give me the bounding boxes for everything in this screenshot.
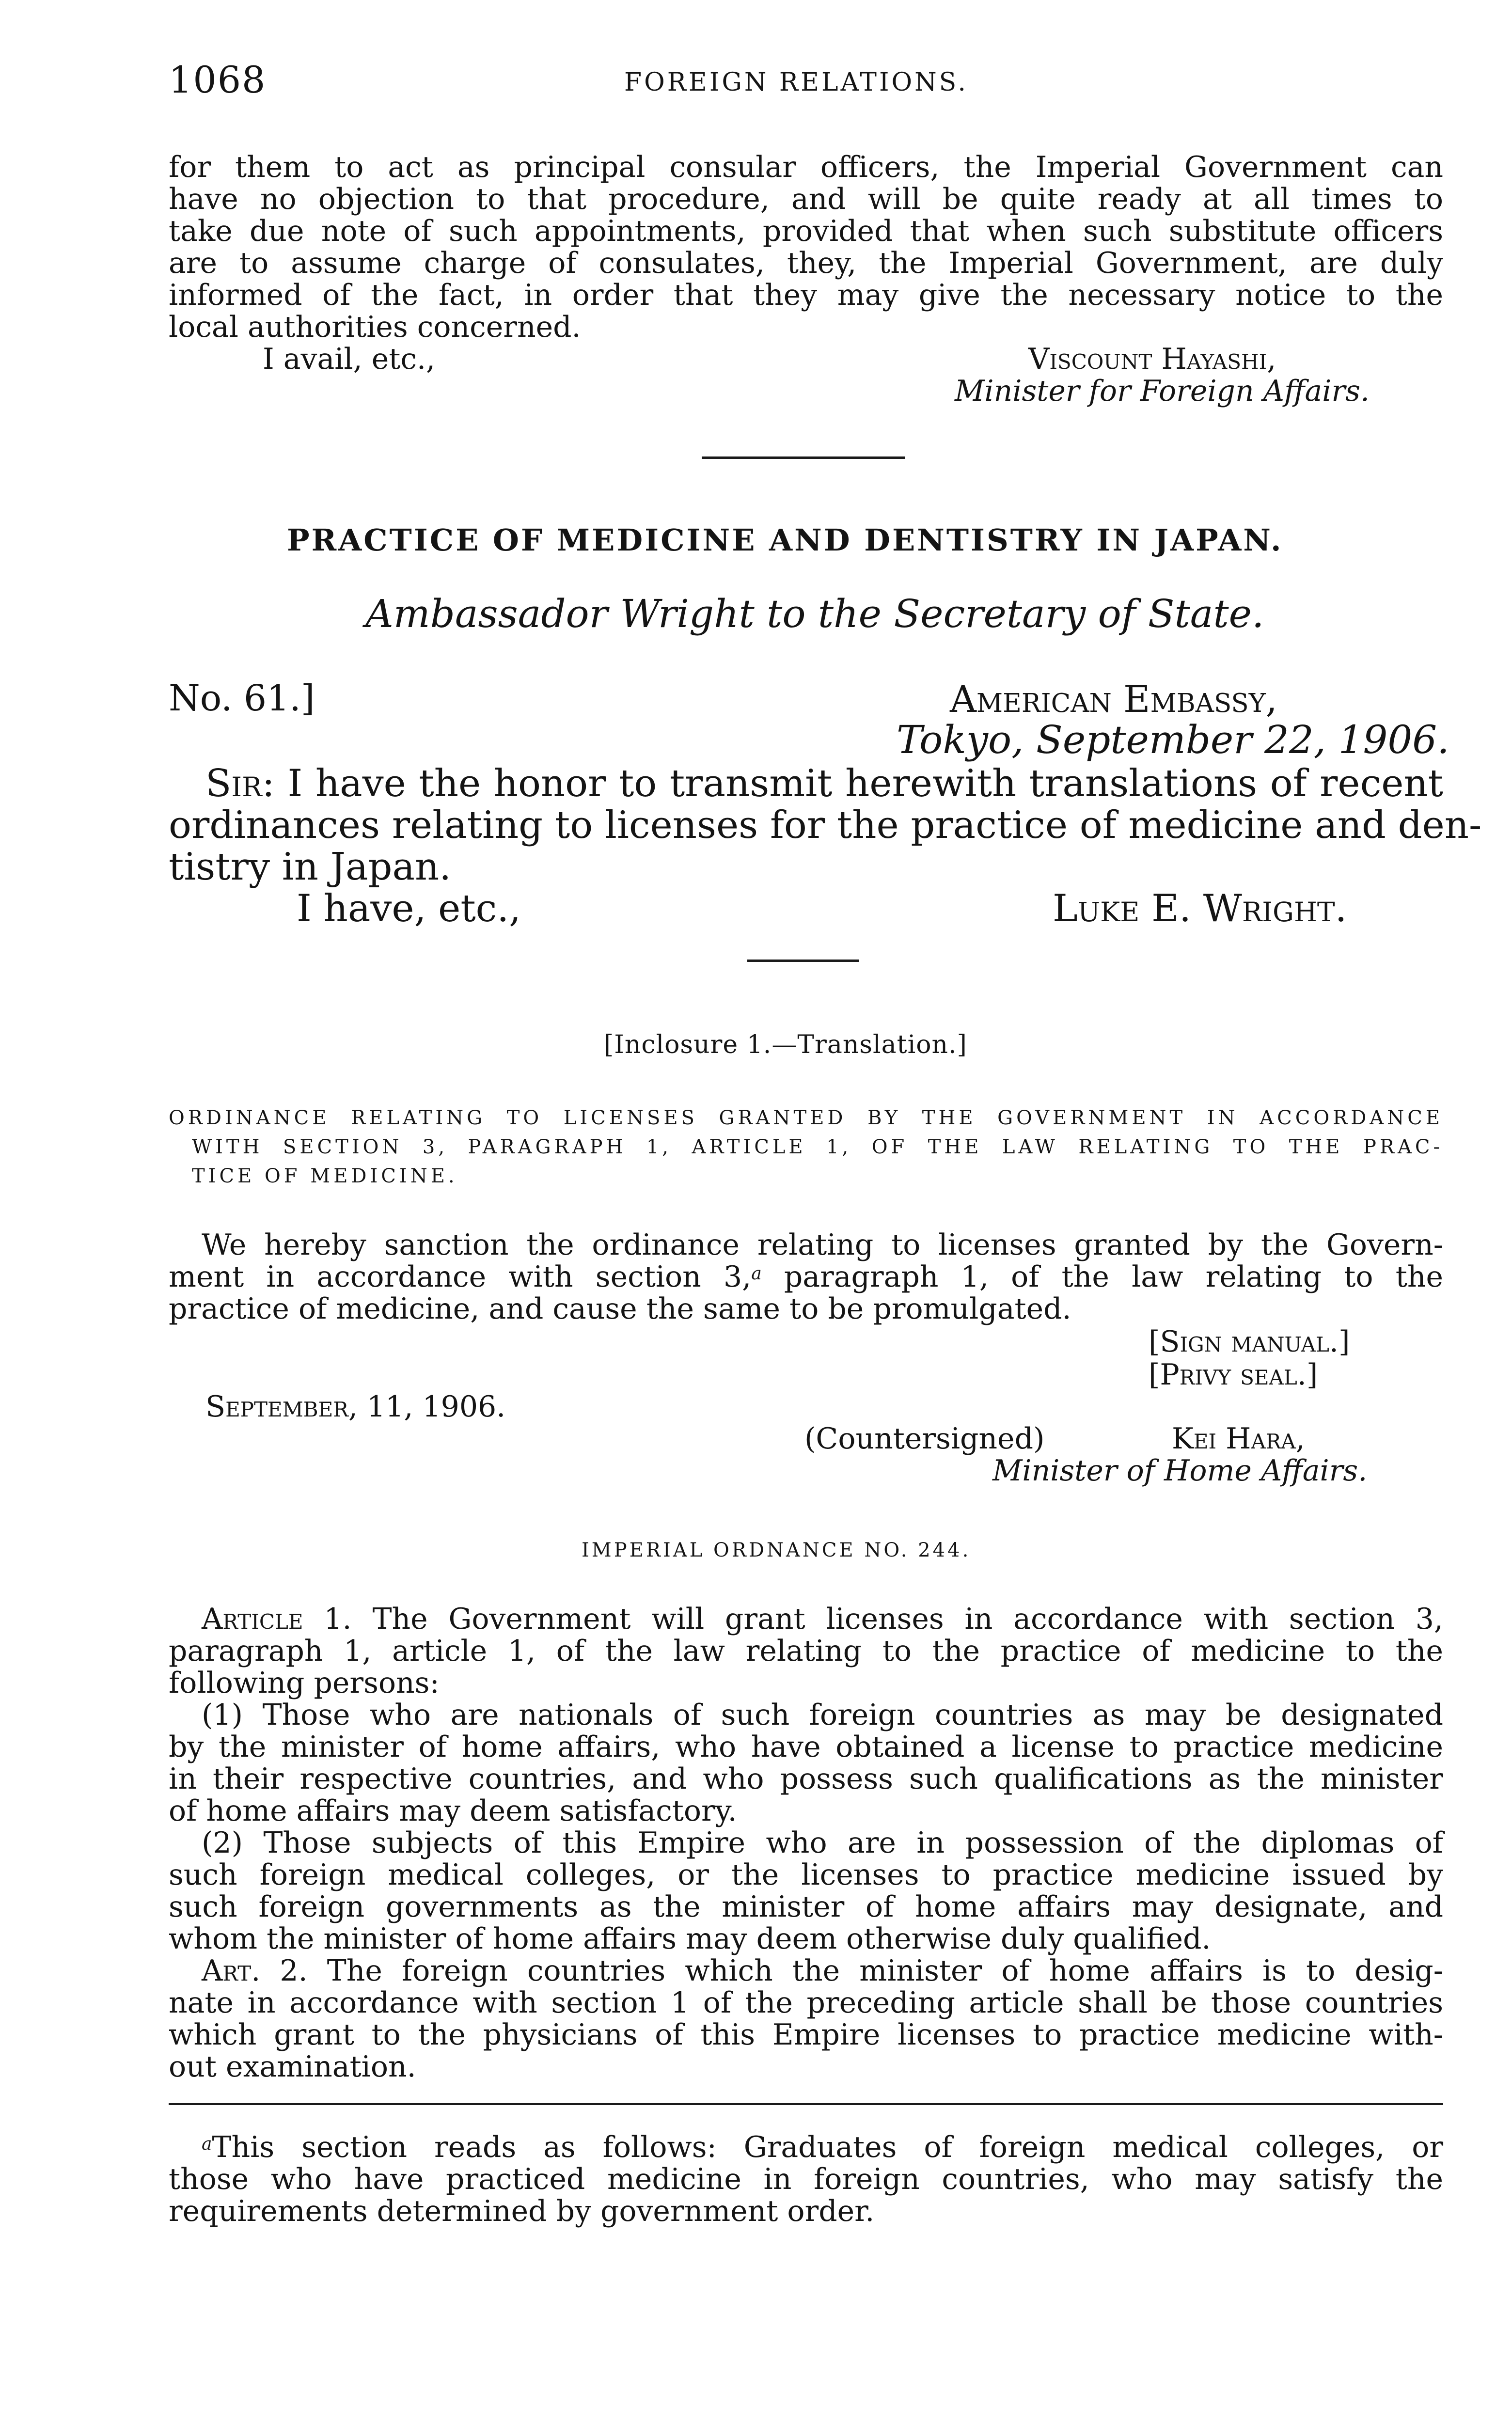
countersigned-label: (Countersigned) <box>804 1422 1045 1456</box>
sanction-line-2 <box>169 1261 1443 1293</box>
footnote-line-1 <box>202 2131 1443 2164</box>
prior-letter-line-6: local authorities concerned. <box>169 310 581 344</box>
item-2-line-2: such foreign medical colleges, or the licenses to practice medicine issued by <box>169 1858 1443 1892</box>
prior-letter-line-2: have no objection to that procedure, and will be quite ready at all times to <box>169 182 1443 216</box>
sanction-text-2a: ment in accordance with section 3, <box>169 1260 752 1294</box>
letter-body-line-2: ordinances relating to licenses for the practice of medicine and den- <box>169 803 1482 847</box>
article-2-text-1: The foreign countries which the minister of home affairs is to desig- <box>307 1954 1443 1988</box>
sanction-line-1: We hereby sanction the ordinance relating to licenses granted by the Govern- <box>202 1228 1443 1262</box>
article-2-label: Art. 2. <box>202 1954 308 1988</box>
article-1-line-3: following persons: <box>169 1666 440 1700</box>
letter-body-text-1: I have the honor to transmit herewith translations of recent <box>287 762 1444 805</box>
letter-closing: I have, etc., <box>297 887 521 930</box>
countersigner: Kei Hara, <box>1172 1422 1305 1456</box>
letter-signer: Luke E. Wright. <box>1053 887 1347 930</box>
article-2-line-1 <box>202 1955 1443 1987</box>
prior-letter-line-4: are to assume charge of consulates, they, the Imperial Government, are duly <box>169 246 1443 280</box>
section-title: PRACTICE OF MEDICINE AND DENTISTRY IN JAPAN. <box>287 522 1283 558</box>
privy-seal: [Privy seal.] <box>1149 1358 1318 1392</box>
prior-letter-line-5: informed of the fact, in order that they may give the necessary notice to the <box>169 278 1443 312</box>
prior-letter-line-3: take due note of such appointments, provided that when such substitute officers <box>169 214 1443 248</box>
item-1-line-3: in their respective countries, and who possess such qualifications as the minister <box>169 1762 1443 1796</box>
article-1-line-1 <box>202 1603 1443 1636</box>
item-2-line-4: whom the minister of home affairs may deem otherwise duly qualified. <box>169 1922 1211 1956</box>
article-1-text-1: The Government will grant licenses in accordance with section 3, <box>351 1602 1443 1636</box>
ordinance-title: IMPERIAL ORDNANCE NO. 244. <box>582 1539 971 1561</box>
prior-letter-line-1: for them to act as principal consular officers, the Imperial Government can <box>169 150 1443 184</box>
ordinance-heading-line-3: TICE OF MEDICINE. <box>192 1165 458 1187</box>
article-2-line-3: which grant to the physicians of this Empire licenses to practice medicine with- <box>169 2018 1443 2052</box>
sanction-line-3: practice of medicine, and cause the same to be promulgated. <box>169 1292 1071 1326</box>
ordinance-heading-line-1: ORDINANCE RELATING TO LICENSES GRANTED BY THE GOVERNMENT IN ACCORDANCE <box>169 1107 1443 1129</box>
article-1-line-2: paragraph 1, article 1, of the law relating to the practice of medicine to the <box>169 1634 1443 1668</box>
item-2-line-1: (2) Those subjects of this Empire who are in possession of the diplomas of <box>202 1826 1443 1860</box>
embassy-name: American Embassy, <box>950 677 1277 721</box>
section-subtitle: Ambassador Wright to the Secretary of State. <box>365 591 1264 636</box>
section-divider-2 <box>747 960 859 962</box>
ordinance-heading-line-2: WITH SECTION 3, PARAGRAPH 1, ARTICLE 1, OF THE LAW RELATING TO THE PRAC- <box>192 1136 1443 1158</box>
prior-letter-signer-title: Minister for Foreign Affairs. <box>955 374 1370 408</box>
article-2-line-4: out examination. <box>169 2050 416 2084</box>
item-1-line-4: of home affairs may deem satisfactory. <box>169 1794 737 1828</box>
item-1-line-1: (1) Those who are nationals of such foreign countries as may be designated <box>202 1698 1443 1732</box>
section-divider-1 <box>702 456 905 459</box>
footnote-text-1: This section reads as follows: Graduates of foreign medical colleges, or <box>212 2130 1443 2164</box>
page-number: 1068 <box>169 58 267 101</box>
item-1-line-2: by the minister of home affairs, who have obtained a license to practice medicine <box>169 1730 1443 1764</box>
inclosure-label: [Inclosure 1.—Translation.] <box>604 1030 967 1059</box>
despatch-number: No. 61.] <box>169 677 315 719</box>
ordinance-date: September, 11, 1906. <box>205 1390 506 1424</box>
footnote-rule <box>169 2103 1443 2105</box>
footnote-marker: a <box>202 2134 212 2154</box>
document-page <box>169 0 1482 2423</box>
letter-body-line-3: tistry in Japan. <box>169 845 452 889</box>
salutation: Sir: <box>205 762 275 805</box>
footnote-line-3: requirements determined by government order. <box>169 2194 875 2228</box>
running-title: FOREIGN RELATIONS. <box>624 68 968 97</box>
place-and-date: Tokyo, September 22, 1906. <box>897 717 1449 762</box>
sign-manual: [Sign manual.] <box>1149 1325 1350 1359</box>
countersigner-title: Minister of Home Affairs. <box>992 1454 1368 1488</box>
item-2-line-3: such foreign governments as the minister of home affairs may designate, and <box>169 1890 1443 1924</box>
sanction-text-2b: paragraph 1, of the law relating to the <box>761 1260 1443 1294</box>
article-1-label: Article 1. <box>202 1602 352 1636</box>
article-2-line-2: nate in accordance with section 1 of the preceding article shall be those countries <box>169 1986 1443 2020</box>
prior-letter-signer: Viscount Hayashi, <box>1028 342 1276 376</box>
prior-letter-closing: I avail, etc., <box>263 342 436 376</box>
footnote-reference: a <box>751 1264 762 1284</box>
footnote-line-2: those who have practiced medicine in foreign countries, who may satisfy the <box>169 2162 1443 2196</box>
letter-body-line-1 <box>205 763 1443 804</box>
